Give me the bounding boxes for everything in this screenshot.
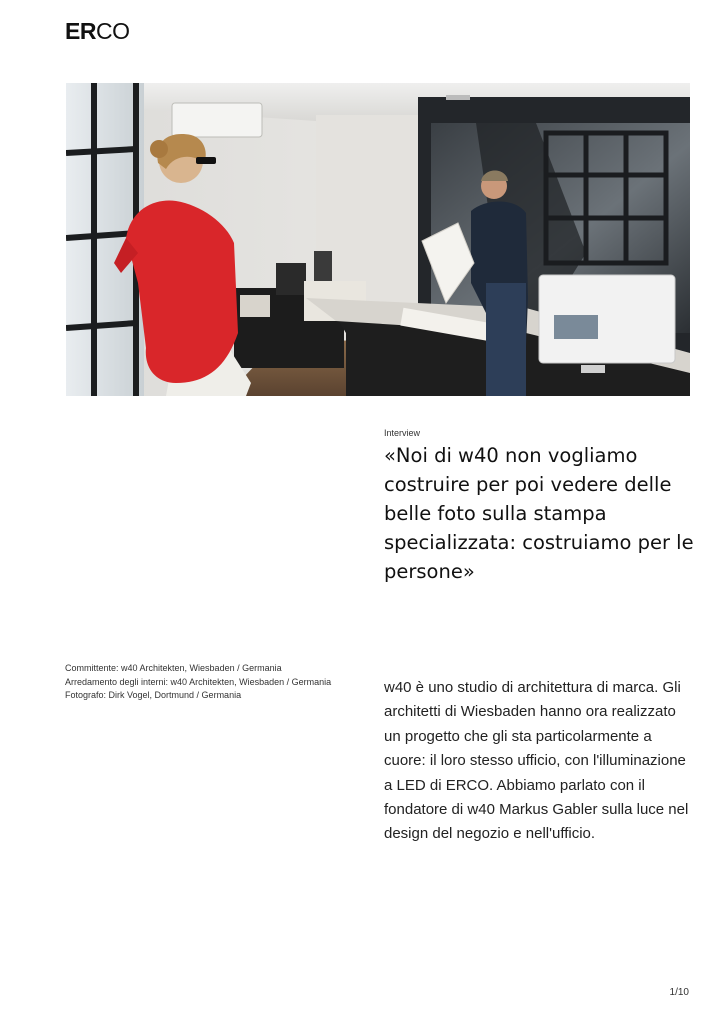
credit-photographer: Fotografo: Dirk Vogel, Dortmund / Germania [65,690,242,700]
credit-client: Committente: w40 Architekten, Wiesbaden / Germania [65,663,282,673]
article-title: «Noi di w40 non vogliamo costruire per poi vedere delle belle foto sulla stampa specializzata: costruiamo per le persone» [384,444,694,583]
credit-interior: Arredamento degli interni: w40 Architekten, Wiesbaden / Germania [65,676,332,687]
erco-logo [65,18,129,45]
project-credits [65,662,365,703]
office-photo [66,83,690,396]
article-intro: w40 è uno studio di architettura di marca. Gli architetti di Wiesbaden hanno ora realizzato un progetto che gli sta particolarmente a cuore: il loro stesso ufficio, con l'illuminazione a LED di ERCO. Abbiamo parlato con il fondatore di w40 Markus Gabler sulla luce nel design del negozio e nell'ufficio. [384,679,689,843]
logo-bold-part: ER [65,18,96,44]
article-category: Interview [384,428,421,438]
logo-light-part: CO [95,18,130,44]
page-number: 1/10 [669,987,689,998]
